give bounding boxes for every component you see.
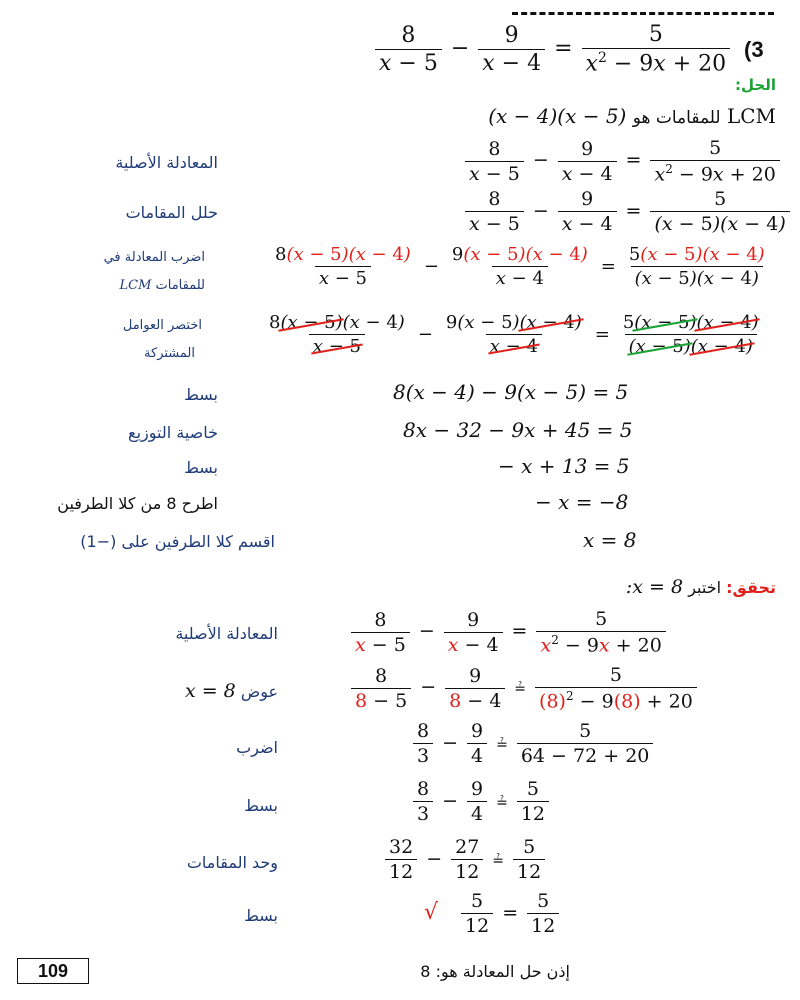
check-label-multiply: اضرب: [236, 738, 278, 757]
checkmark: √: [424, 900, 439, 925]
step-simplify-2-eq: − x + 13 = 5: [498, 454, 630, 478]
check-substitute-eq: $\frac{8}{8 - 5}$ − $\frac{9}{8 - 4}$ ≟ $\frac{5}{(8)^2 - 9(8) + 20}$: [348, 664, 700, 712]
lcm-text: للمقامات هو: [632, 108, 721, 128]
step-label-subtract: اطرح 8 من كلا الطرفين: [57, 494, 218, 513]
step-distribute-eq: 8x − 32 − 9x + 45 = 5: [403, 418, 633, 442]
step-label-simplify-2: بسط: [184, 458, 218, 477]
check-final-eq: $\frac{5}{12}$ = $\frac{5}{12}$: [458, 890, 562, 937]
step-label-multiply: اضرب المعادلة في: [103, 250, 205, 265]
step-label-cancel-2: المشتركة: [144, 346, 195, 361]
problem-number: (3: [744, 37, 764, 62]
conclusion: إذن حل المعادلة هو: 8: [420, 962, 570, 981]
problem-equation: $\frac{8}{x - 5}$ − $\frac{9}{x - 4}$ = $\frac{5}{x^2 - 9x + 20}$: [372, 22, 733, 76]
check-original-eq: $\frac{8}{x - 5}$ − $\frac{9}{x - 4}$ = $\frac{5}{x^2 - 9x + 20}$: [348, 608, 669, 656]
step-label-multiply-2: للمقامات LCM: [119, 278, 205, 293]
page-number: 109: [17, 958, 89, 984]
step-factor-eq: $\frac{8}{x - 5}$ − $\frac{9}{x - 4}$ = $\frac{5}{(x - 5)(x - 4)}$: [462, 188, 793, 235]
step-label-factor: حلل المقامات: [125, 203, 218, 222]
check-label-simplify: بسط: [244, 796, 278, 815]
step-cancel-eq: $\frac{8(x - 5)(x - 4)}{x - 5}$ − $\frac{9(x - 5)(x - 4)}{x - 4}$ = $\frac{5(x - 5)(x - 4)}{(x - 5)(x - 4)}$: [269, 312, 759, 357]
step-label-divide: اقسم كلا الطرفين على (−1): [80, 532, 275, 551]
step-label-cancel: اختصر العوامل: [122, 318, 202, 333]
check-multiply-eq: $\frac{8}{3}$ − $\frac{9}{4}$ ≟ $\frac{5}{64 - 72 + 20}$: [410, 720, 656, 767]
check-heading: [626, 576, 776, 598]
step-simplify-1-eq: 8(x − 4) − 9(x − 5) = 5: [393, 380, 629, 404]
lcm-abbr: LCM: [726, 104, 776, 128]
check-simplify-eq: $\frac{8}{3}$ − $\frac{9}{4}$ ≟ $\frac{5}{12}$: [410, 778, 552, 825]
step-multiply-eq: $\frac{8(x - 5)(x - 4)}{x - 5}$ − $\frac{9(x - 5)(x - 4)}{x - 4}$ = $\frac{5(x - 5)(x - 4)}{(x - 5)(x - 4)}$: [275, 244, 765, 289]
lcm-expr: (x − 4)(x − 5): [488, 104, 627, 128]
solution-label: الحل:: [735, 76, 776, 94]
step-label-simplify-1: بسط: [184, 385, 218, 404]
check-label-original: المعادلة الأصلية: [175, 624, 278, 643]
check-label-final: بسط: [244, 906, 278, 925]
step-label-original: المعادلة الأصلية: [115, 153, 218, 172]
lcm-statement: [488, 104, 776, 128]
check-label-common-denom: وحد المقامات: [186, 853, 278, 872]
check-label-substitute: عوض x = 8: [184, 680, 278, 702]
top-dashed-rule: [512, 12, 774, 15]
step-divide-eq: x = 8: [583, 528, 637, 552]
step-label-distribute: خاصية التوزيع: [128, 423, 218, 442]
check-title: تحقق:: [726, 578, 776, 597]
step-subtract-eq: − x = −8: [535, 490, 629, 514]
check-expr: :x = 8: [625, 576, 684, 598]
check-common-denom-eq: $\frac{32}{12}$ − $\frac{27}{12}$ ≟ $\frac{5}{12}$: [382, 836, 548, 883]
check-text: اختبر: [688, 578, 722, 597]
step-original-eq: $\frac{8}{x - 5}$ − $\frac{9}{x - 4}$ = $\frac{5}{x^2 - 9x + 20}$: [462, 137, 783, 185]
